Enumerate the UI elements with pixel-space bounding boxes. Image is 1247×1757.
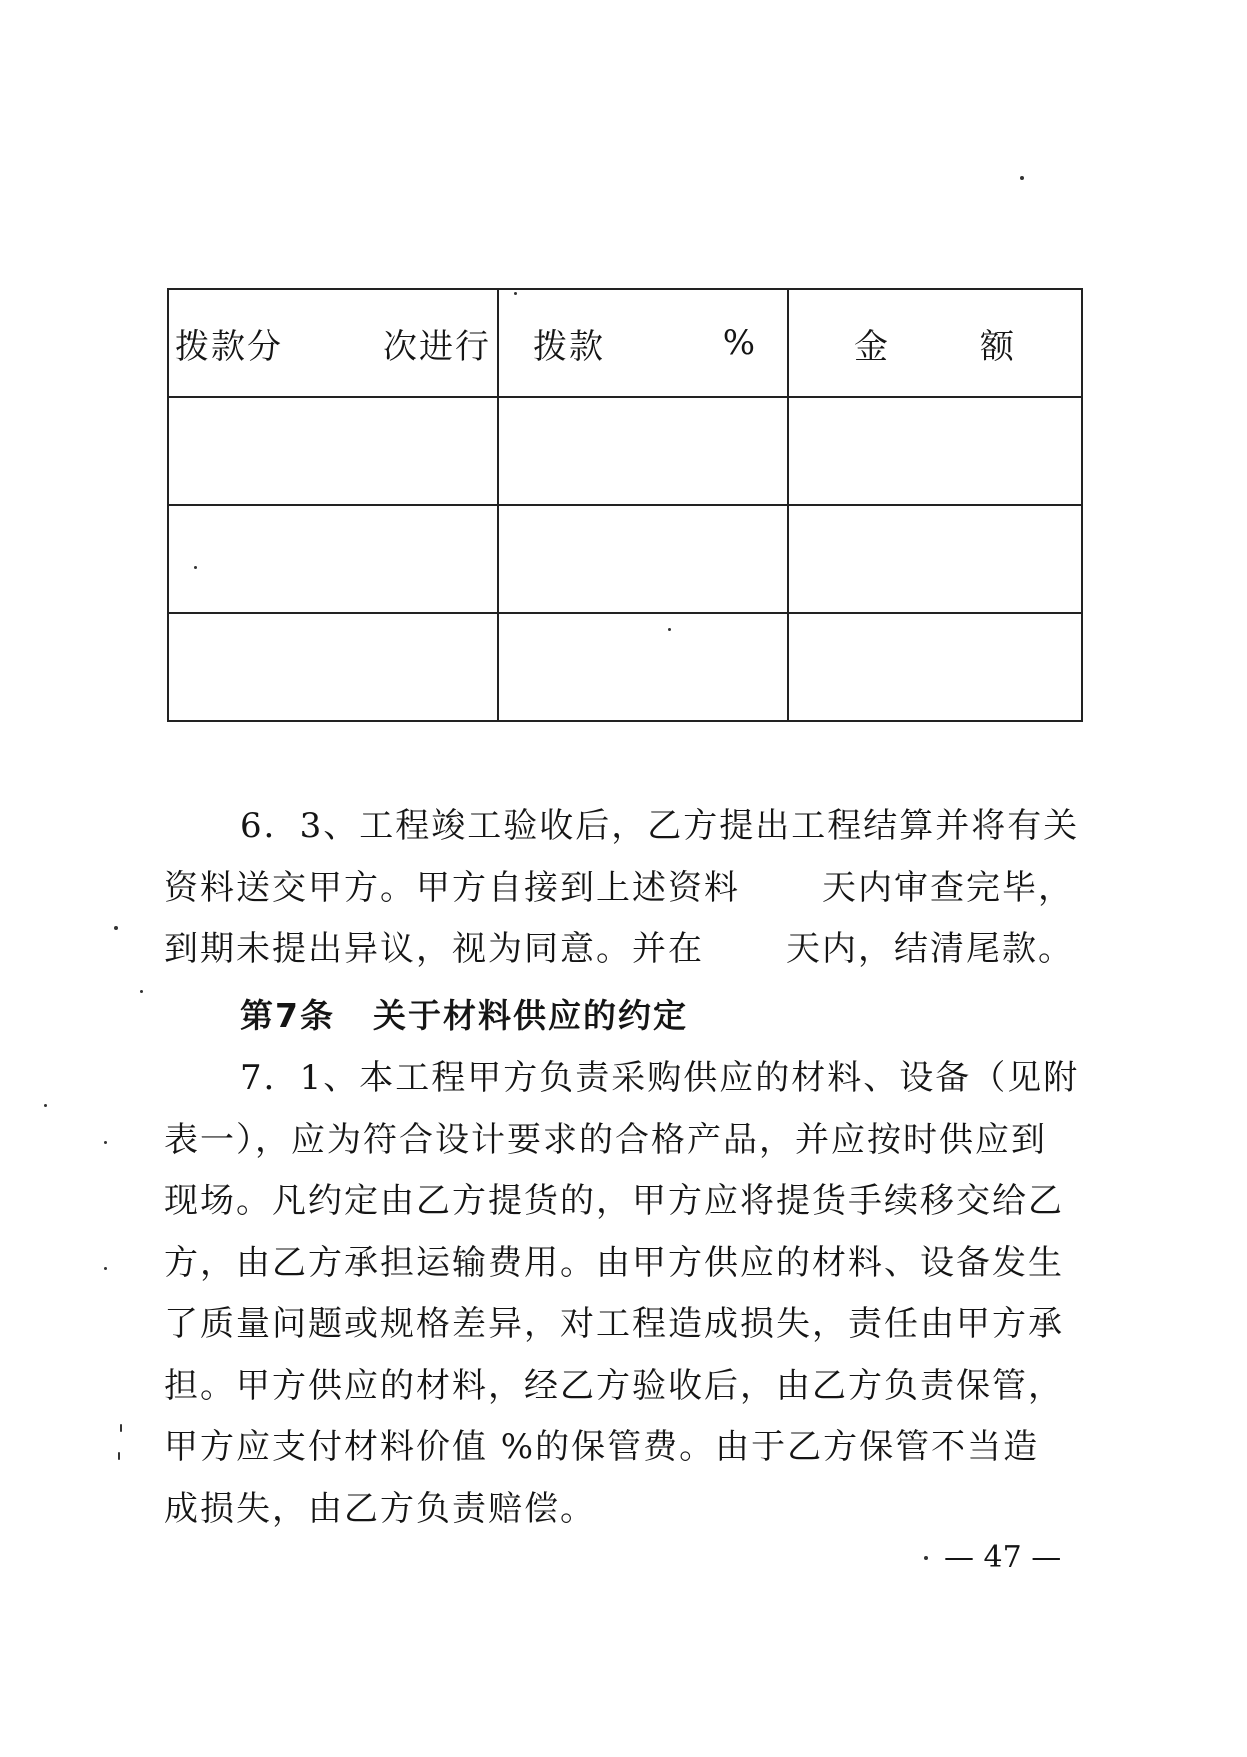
article-7-heading-block bbox=[164, 985, 1074, 1047]
clause-7-1 bbox=[164, 1048, 1080, 1540]
scan-speck bbox=[114, 926, 118, 930]
clause-text: 天内审查完毕， bbox=[822, 867, 1074, 908]
table-cell bbox=[168, 397, 498, 505]
table-cell bbox=[498, 505, 788, 613]
table-row bbox=[168, 613, 1082, 721]
page-number: — 47 — bbox=[944, 1540, 1062, 1575]
blank-days-field bbox=[744, 858, 818, 920]
scan-speck bbox=[120, 1424, 122, 1432]
clause-text: 天内，结清尾款。 bbox=[786, 929, 1074, 969]
header-cell-installments bbox=[168, 289, 498, 397]
clause-line bbox=[164, 919, 1074, 981]
header-text: % bbox=[722, 323, 757, 363]
table-cell bbox=[788, 505, 1082, 613]
table-cell bbox=[788, 613, 1082, 721]
scan-speck bbox=[514, 292, 517, 295]
payment-schedule-table bbox=[167, 288, 1083, 722]
table-cell bbox=[498, 397, 788, 505]
clause-line: 现场。凡约定由乙方提货的，甲方应将提货手续移交给乙 bbox=[164, 1181, 1064, 1221]
clause-line: 成损失，由乙方负责赔偿。 bbox=[164, 1488, 596, 1529]
clause-line: 6．3、工程竣工验收后，乙方提出工程结算并将有关 bbox=[240, 806, 1080, 846]
clause-line: 担。甲方供应的材料，经乙方验收后，由乙方负责保管， bbox=[164, 1365, 1064, 1406]
table-header-row bbox=[168, 289, 1082, 397]
table-cell bbox=[168, 613, 498, 721]
clause-text: 资料送交甲方。甲方自接到上述资料 bbox=[164, 867, 740, 908]
scan-speck bbox=[1020, 176, 1024, 180]
scan-speck bbox=[118, 1452, 120, 1460]
scan-speck bbox=[140, 990, 143, 993]
table-cell bbox=[788, 397, 1082, 505]
table-cell bbox=[498, 613, 788, 721]
clause-text: 到期未提出异议，视为同意。并在 bbox=[164, 929, 704, 969]
article-title: 关于材料供应的约定 bbox=[372, 996, 688, 1035]
header-text: 拨款 bbox=[533, 326, 605, 367]
scan-speck bbox=[668, 628, 671, 631]
header-cell-percent bbox=[498, 289, 788, 397]
header-text: 拨款分 bbox=[175, 326, 283, 367]
header-text: 金 bbox=[854, 326, 890, 367]
article-heading bbox=[164, 985, 1074, 1047]
table-row bbox=[168, 505, 1082, 613]
blank-days-field bbox=[714, 919, 776, 981]
scan-speck bbox=[44, 1104, 47, 1107]
table-row bbox=[168, 397, 1082, 505]
clause-6-3 bbox=[164, 796, 1080, 981]
scan-speck bbox=[104, 1267, 107, 1270]
scan-speck bbox=[924, 1556, 928, 1560]
header-text: 次进行 bbox=[383, 326, 491, 367]
clause-line bbox=[164, 858, 1074, 920]
header-text: 额 bbox=[980, 326, 1016, 367]
clause-line: 方，由乙方承担运输费用。由甲方供应的材料、设备发生 bbox=[164, 1242, 1064, 1283]
clause-line: 了质量问题或规格差异，对工程造成损失，责任由甲方承 bbox=[164, 1304, 1064, 1344]
table-cell bbox=[168, 505, 498, 613]
scan-speck bbox=[104, 1141, 107, 1144]
clause-line: 甲方应支付材料价值 %的保管费。由于乙方保管不当造 bbox=[164, 1427, 1040, 1467]
header-cell-amount bbox=[788, 289, 1082, 397]
clause-line: 7．1、本工程甲方负责采购供应的材料、设备（见附 bbox=[240, 1058, 1080, 1098]
scan-speck bbox=[194, 566, 197, 569]
clause-line: 表一），应为符合设计要求的合格产品，并应按时供应到 bbox=[164, 1119, 1047, 1160]
article-number: 第7条 bbox=[240, 996, 335, 1035]
